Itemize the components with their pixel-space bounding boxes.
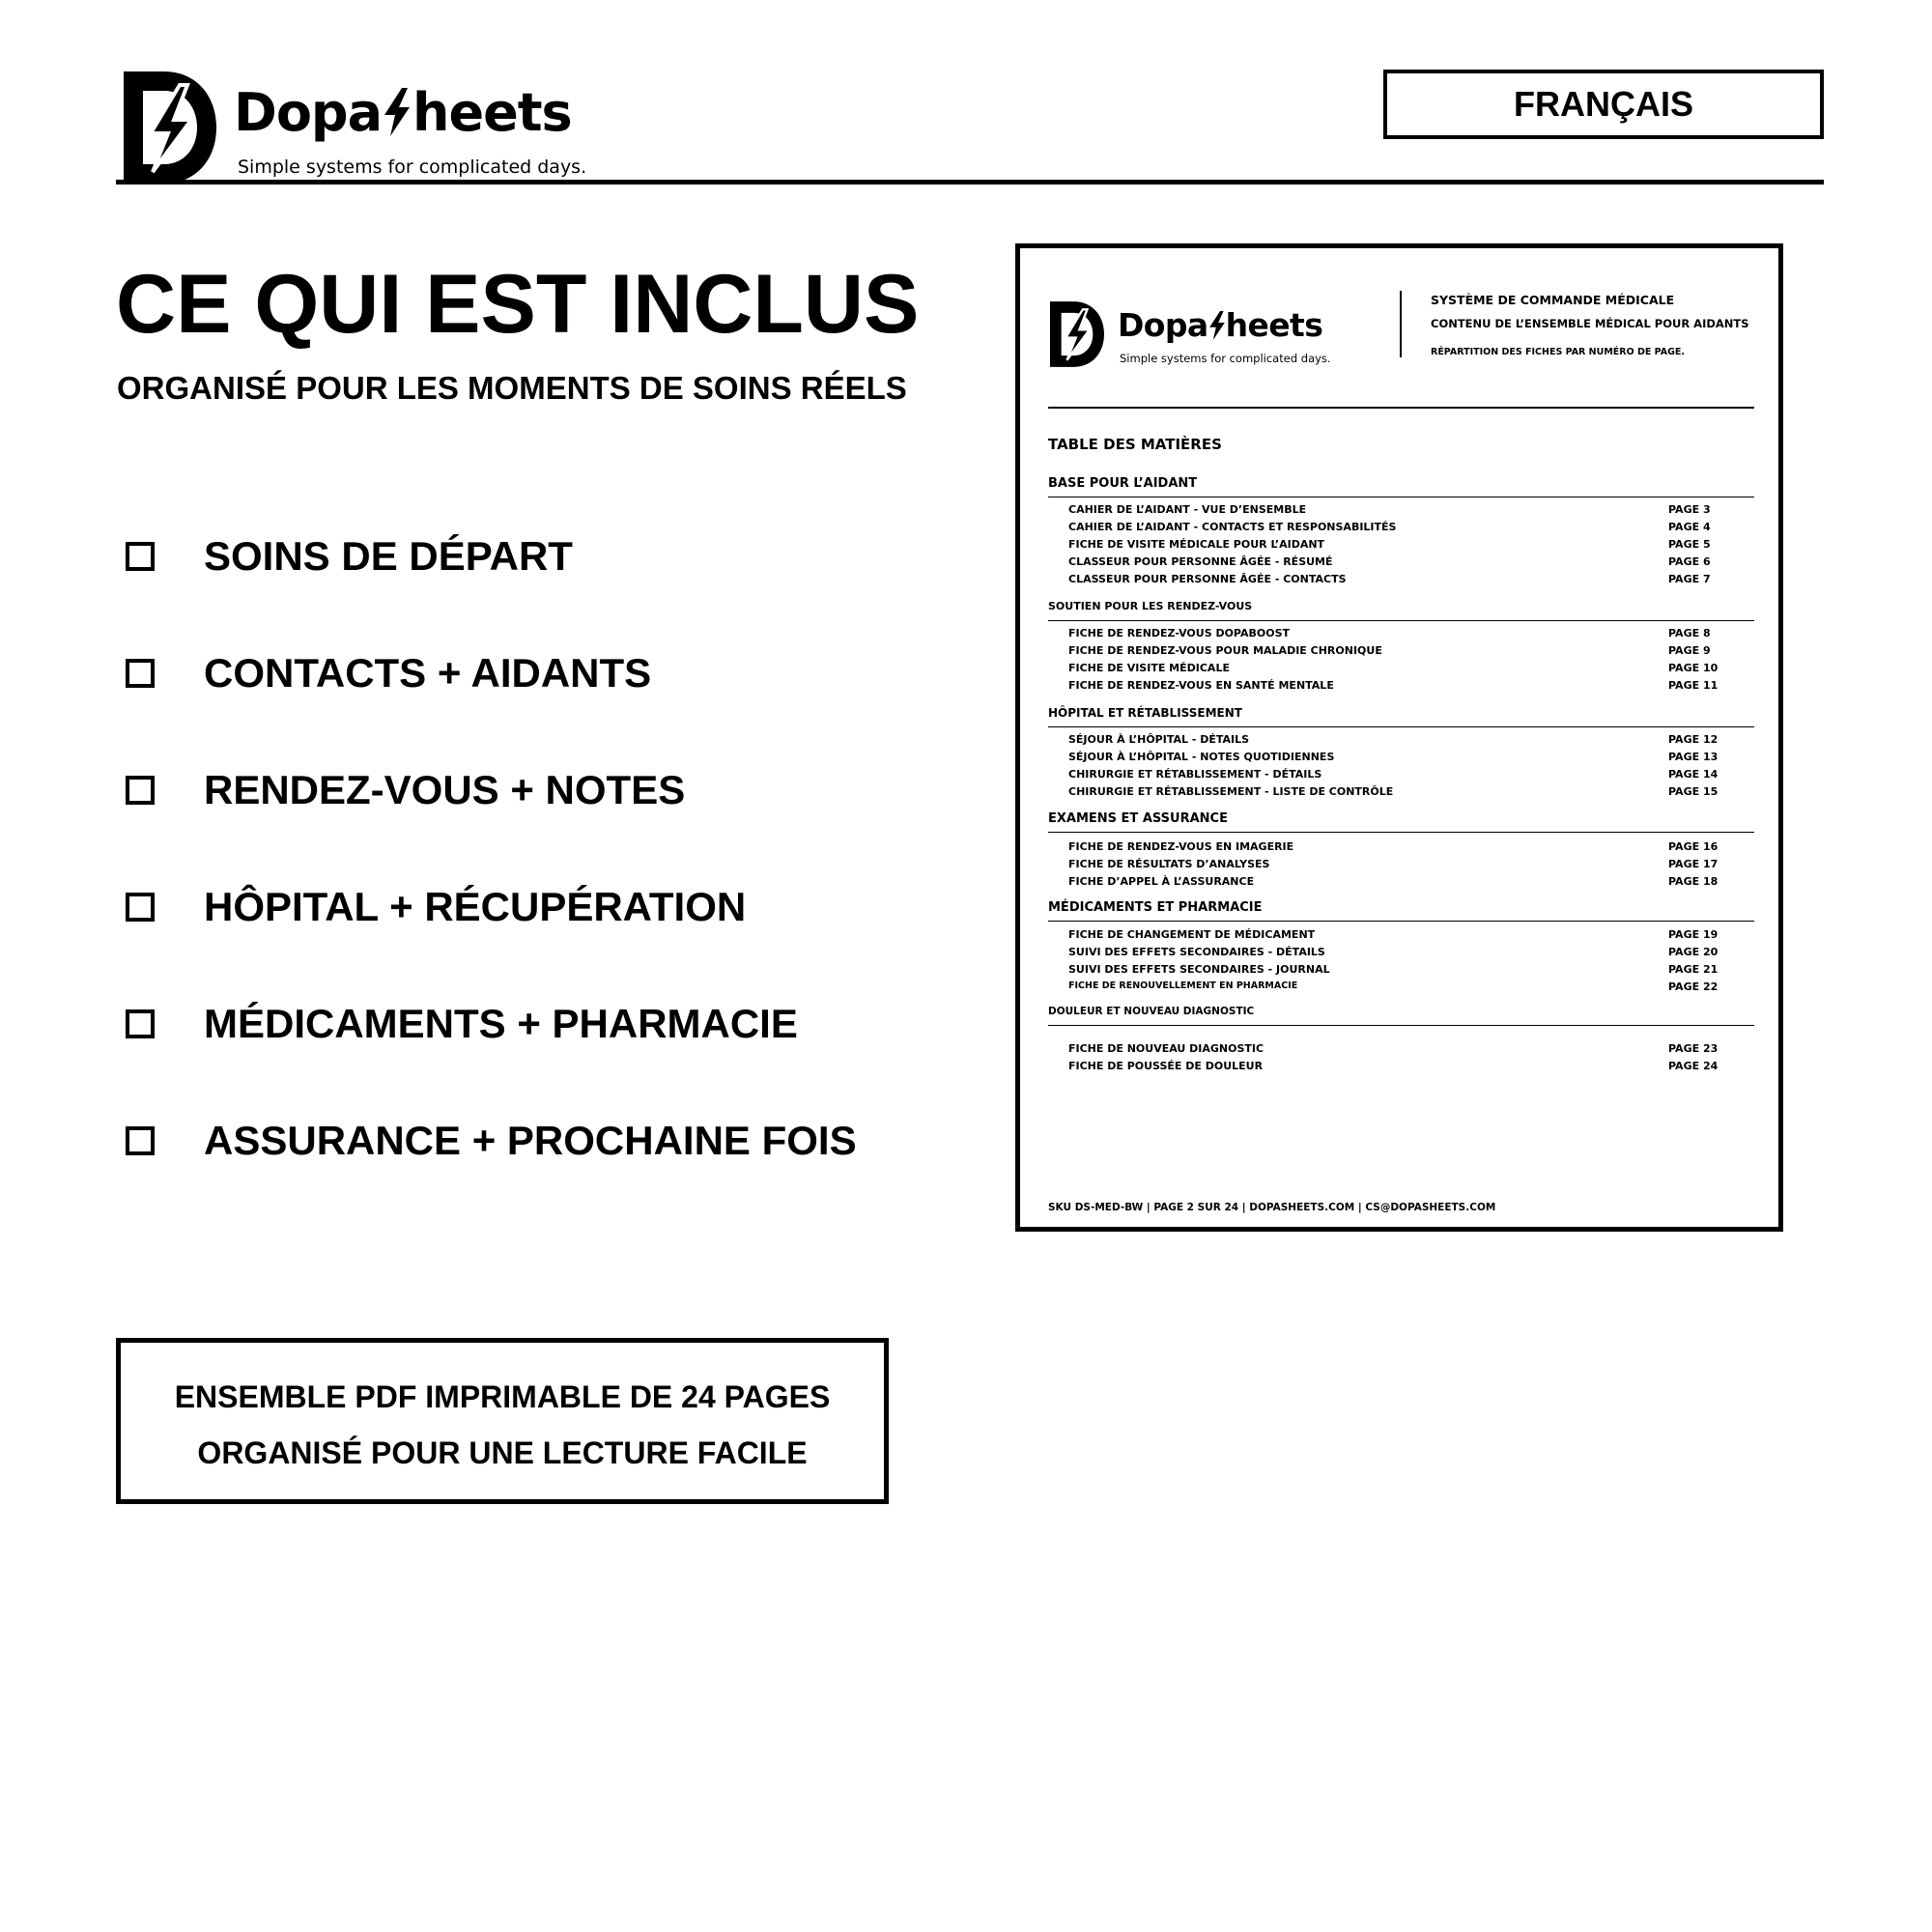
toc-item-page: PAGE 11 xyxy=(1668,679,1719,692)
checklist-label: MÉDICAMENTS + PHARMACIE xyxy=(204,1001,798,1046)
preview-header-note: RÉPARTITION DES FICHES PAR NUMÉRO DE PAGE. xyxy=(1431,347,1686,357)
preview-header-divider xyxy=(1400,291,1402,357)
toc-item-label: CHIRURGIE ET RÉTABLISSEMENT - DÉTAILS xyxy=(1068,768,1322,781)
checklist-label: RENDEZ-VOUS + NOTES xyxy=(204,767,686,812)
dopasheets-logo-icon xyxy=(1050,301,1104,367)
toc-title: TABLE DES MATIÈRES xyxy=(1048,436,1222,453)
info-line-reading: ORGANISÉ POUR UNE LECTURE FACILE xyxy=(197,1435,808,1470)
checklist-item xyxy=(126,532,573,581)
toc-item-label: FICHE DE POUSSÉE DE DOULEUR xyxy=(1068,1060,1264,1072)
toc-item-page: PAGE 12 xyxy=(1668,733,1719,746)
toc-item-page: PAGE 4 xyxy=(1668,521,1711,533)
bolt-icon xyxy=(383,88,412,136)
toc-item-label: SUIVI DES EFFETS SECONDAIRES - DÉTAILS xyxy=(1068,946,1325,958)
toc-item-page: PAGE 19 xyxy=(1668,928,1719,941)
toc-item-page: PAGE 22 xyxy=(1668,980,1719,993)
toc-item-label: FICHE DE RÉSULTATS D’ANALYSES xyxy=(1068,858,1270,870)
toc-item-page: PAGE 7 xyxy=(1668,573,1711,585)
toc-item-label: FICHE D’APPEL À L’ASSURANCE xyxy=(1068,875,1255,888)
page-subtitle: ORGANISÉ POUR LES MOMENTS DE SOINS RÉELS xyxy=(117,370,907,406)
toc-item-page: PAGE 16 xyxy=(1668,840,1719,853)
toc-item-page: PAGE 24 xyxy=(1668,1060,1719,1072)
toc-item-label: FICHE DE RENDEZ-VOUS EN SANTÉ MENTALE xyxy=(1068,679,1334,692)
toc-item-page: PAGE 14 xyxy=(1668,768,1719,781)
toc-item-label: CLASSEUR POUR PERSONNE ÂGÉE - CONTACTS xyxy=(1068,573,1347,585)
language-badge: FRANÇAIS xyxy=(1383,70,1824,139)
checklist-item xyxy=(126,1000,798,1048)
toc-item-label: CLASSEUR POUR PERSONNE ÂGÉE - RÉSUMÉ xyxy=(1068,555,1333,568)
toc-item-label: FICHE DE VISITE MÉDICALE POUR L’AIDANT xyxy=(1068,538,1325,551)
toc-item-label: FICHE DE CHANGEMENT DE MÉDICAMENT xyxy=(1068,928,1316,941)
toc-item-page: PAGE 23 xyxy=(1668,1042,1719,1055)
toc-section-rule xyxy=(1048,1025,1754,1026)
checklist-label: ASSURANCE + PROCHAINE FOIS xyxy=(204,1118,857,1163)
toc-item-label: SÉJOUR À L’HÔPITAL - NOTES QUOTIDIENNES xyxy=(1068,751,1335,763)
info-line-pages: ENSEMBLE PDF IMPRIMABLE DE 24 PAGES xyxy=(174,1379,831,1414)
toc-item-page: PAGE 8 xyxy=(1668,627,1711,639)
toc-item-page: PAGE 17 xyxy=(1668,858,1719,870)
brand-wordmark: Dopa heets xyxy=(234,82,572,143)
checklist-item xyxy=(126,1117,857,1165)
preview-header-title: SYSTÈME DE COMMANDE MÉDICALE xyxy=(1431,293,1675,307)
bolt-icon xyxy=(1208,311,1226,340)
toc-section-title: SOUTIEN POUR LES RENDEZ-VOUS xyxy=(1048,600,1253,612)
toc-section-title: BASE POUR L’AIDANT xyxy=(1048,476,1198,491)
toc-section-title: MÉDICAMENTS ET PHARMACIE xyxy=(1048,900,1263,915)
toc-item-label: FICHE DE RENDEZ-VOUS EN IMAGERIE xyxy=(1068,840,1294,853)
checkbox-icon xyxy=(126,893,155,922)
toc-section-title: DOULEUR ET NOUVEAU DIAGNOSTIC xyxy=(1048,1006,1255,1017)
dopasheets-logo-icon xyxy=(124,71,216,184)
checkbox-icon xyxy=(126,1126,155,1155)
toc-section-rule xyxy=(1048,921,1754,922)
preview-sheet xyxy=(1015,243,1783,1232)
toc-item-label: FICHE DE RENDEZ-VOUS DOPABOOST xyxy=(1068,627,1291,639)
toc-item-page: PAGE 18 xyxy=(1668,875,1719,888)
brand-wordmark: Dopa heets xyxy=(1118,306,1323,344)
brand-tagline: Simple systems for complicated days. xyxy=(238,156,587,178)
preview-logo xyxy=(1050,301,1330,369)
toc-item-page: PAGE 9 xyxy=(1668,644,1711,657)
checklist-item xyxy=(126,649,652,697)
preview-footer: SKU DS-MED-BW | PAGE 2 SUR 24 | DOPASHEETS.COM | CS@DOPASHEETS.COM xyxy=(1048,1202,1496,1213)
toc-item-label: SUIVI DES EFFETS SECONDAIRES - JOURNAL xyxy=(1068,963,1330,976)
toc-item-label: CHIRURGIE ET RÉTABLISSEMENT - LISTE DE CONTRÔLE xyxy=(1068,785,1394,798)
checklist-item xyxy=(126,883,747,931)
toc-item-label: FICHE DE RENOUVELLEMENT EN PHARMACIE xyxy=(1068,980,1298,991)
checklist-label: HÔPITAL + RÉCUPÉRATION xyxy=(204,884,747,929)
preview-top-rule xyxy=(1048,407,1754,409)
checkbox-icon xyxy=(126,1009,155,1038)
checkbox-icon xyxy=(126,542,155,571)
toc-item-label: SÉJOUR À L’HÔPITAL - DÉTAILS xyxy=(1068,733,1250,746)
dopasheets-logo xyxy=(124,71,587,184)
toc-item-page: PAGE 5 xyxy=(1668,538,1711,551)
toc-item-label: CAHIER DE L’AIDANT - CONTACTS ET RESPONSABILITÉS xyxy=(1068,521,1397,533)
header-divider xyxy=(116,180,1824,185)
info-box xyxy=(116,1338,889,1504)
checklist-label: SOINS DE DÉPART xyxy=(204,533,573,579)
checkbox-icon xyxy=(126,776,155,805)
page-title: CE QUI EST INCLUS xyxy=(116,258,920,351)
toc-section-title: HÔPITAL ET RÉTABLISSEMENT xyxy=(1048,706,1242,720)
toc-item-page: PAGE 6 xyxy=(1668,555,1711,568)
toc-item-label: FICHE DE VISITE MÉDICALE xyxy=(1068,662,1230,674)
toc-item-page: PAGE 3 xyxy=(1668,503,1711,516)
toc-item-page: PAGE 10 xyxy=(1668,662,1719,674)
checklist-item xyxy=(126,766,686,814)
preview-header-subtitle: CONTENU DE L’ENSEMBLE MÉDICAL POUR AIDANTS xyxy=(1431,317,1749,330)
toc-section-rule xyxy=(1048,726,1754,727)
toc-section-rule xyxy=(1048,832,1754,833)
checkbox-icon xyxy=(126,659,155,688)
toc-item-label: FICHE DE RENDEZ-VOUS POUR MALADIE CHRONIQUE xyxy=(1068,644,1382,657)
toc-item-page: PAGE 21 xyxy=(1668,963,1719,976)
toc-section-rule xyxy=(1048,620,1754,621)
toc-item-page: PAGE 13 xyxy=(1668,751,1719,763)
toc-item-label: CAHIER DE L’AIDANT - VUE D’ENSEMBLE xyxy=(1068,503,1307,516)
toc-item-page: PAGE 15 xyxy=(1668,785,1719,798)
checklist-label: CONTACTS + AIDANTS xyxy=(204,650,652,696)
brand-tagline: Simple systems for complicated days. xyxy=(1120,352,1331,365)
toc-item-page: PAGE 20 xyxy=(1668,946,1719,958)
toc-section-title: EXAMENS ET ASSURANCE xyxy=(1048,811,1228,826)
toc-item-label: FICHE DE NOUVEAU DIAGNOSTIC xyxy=(1068,1042,1264,1055)
